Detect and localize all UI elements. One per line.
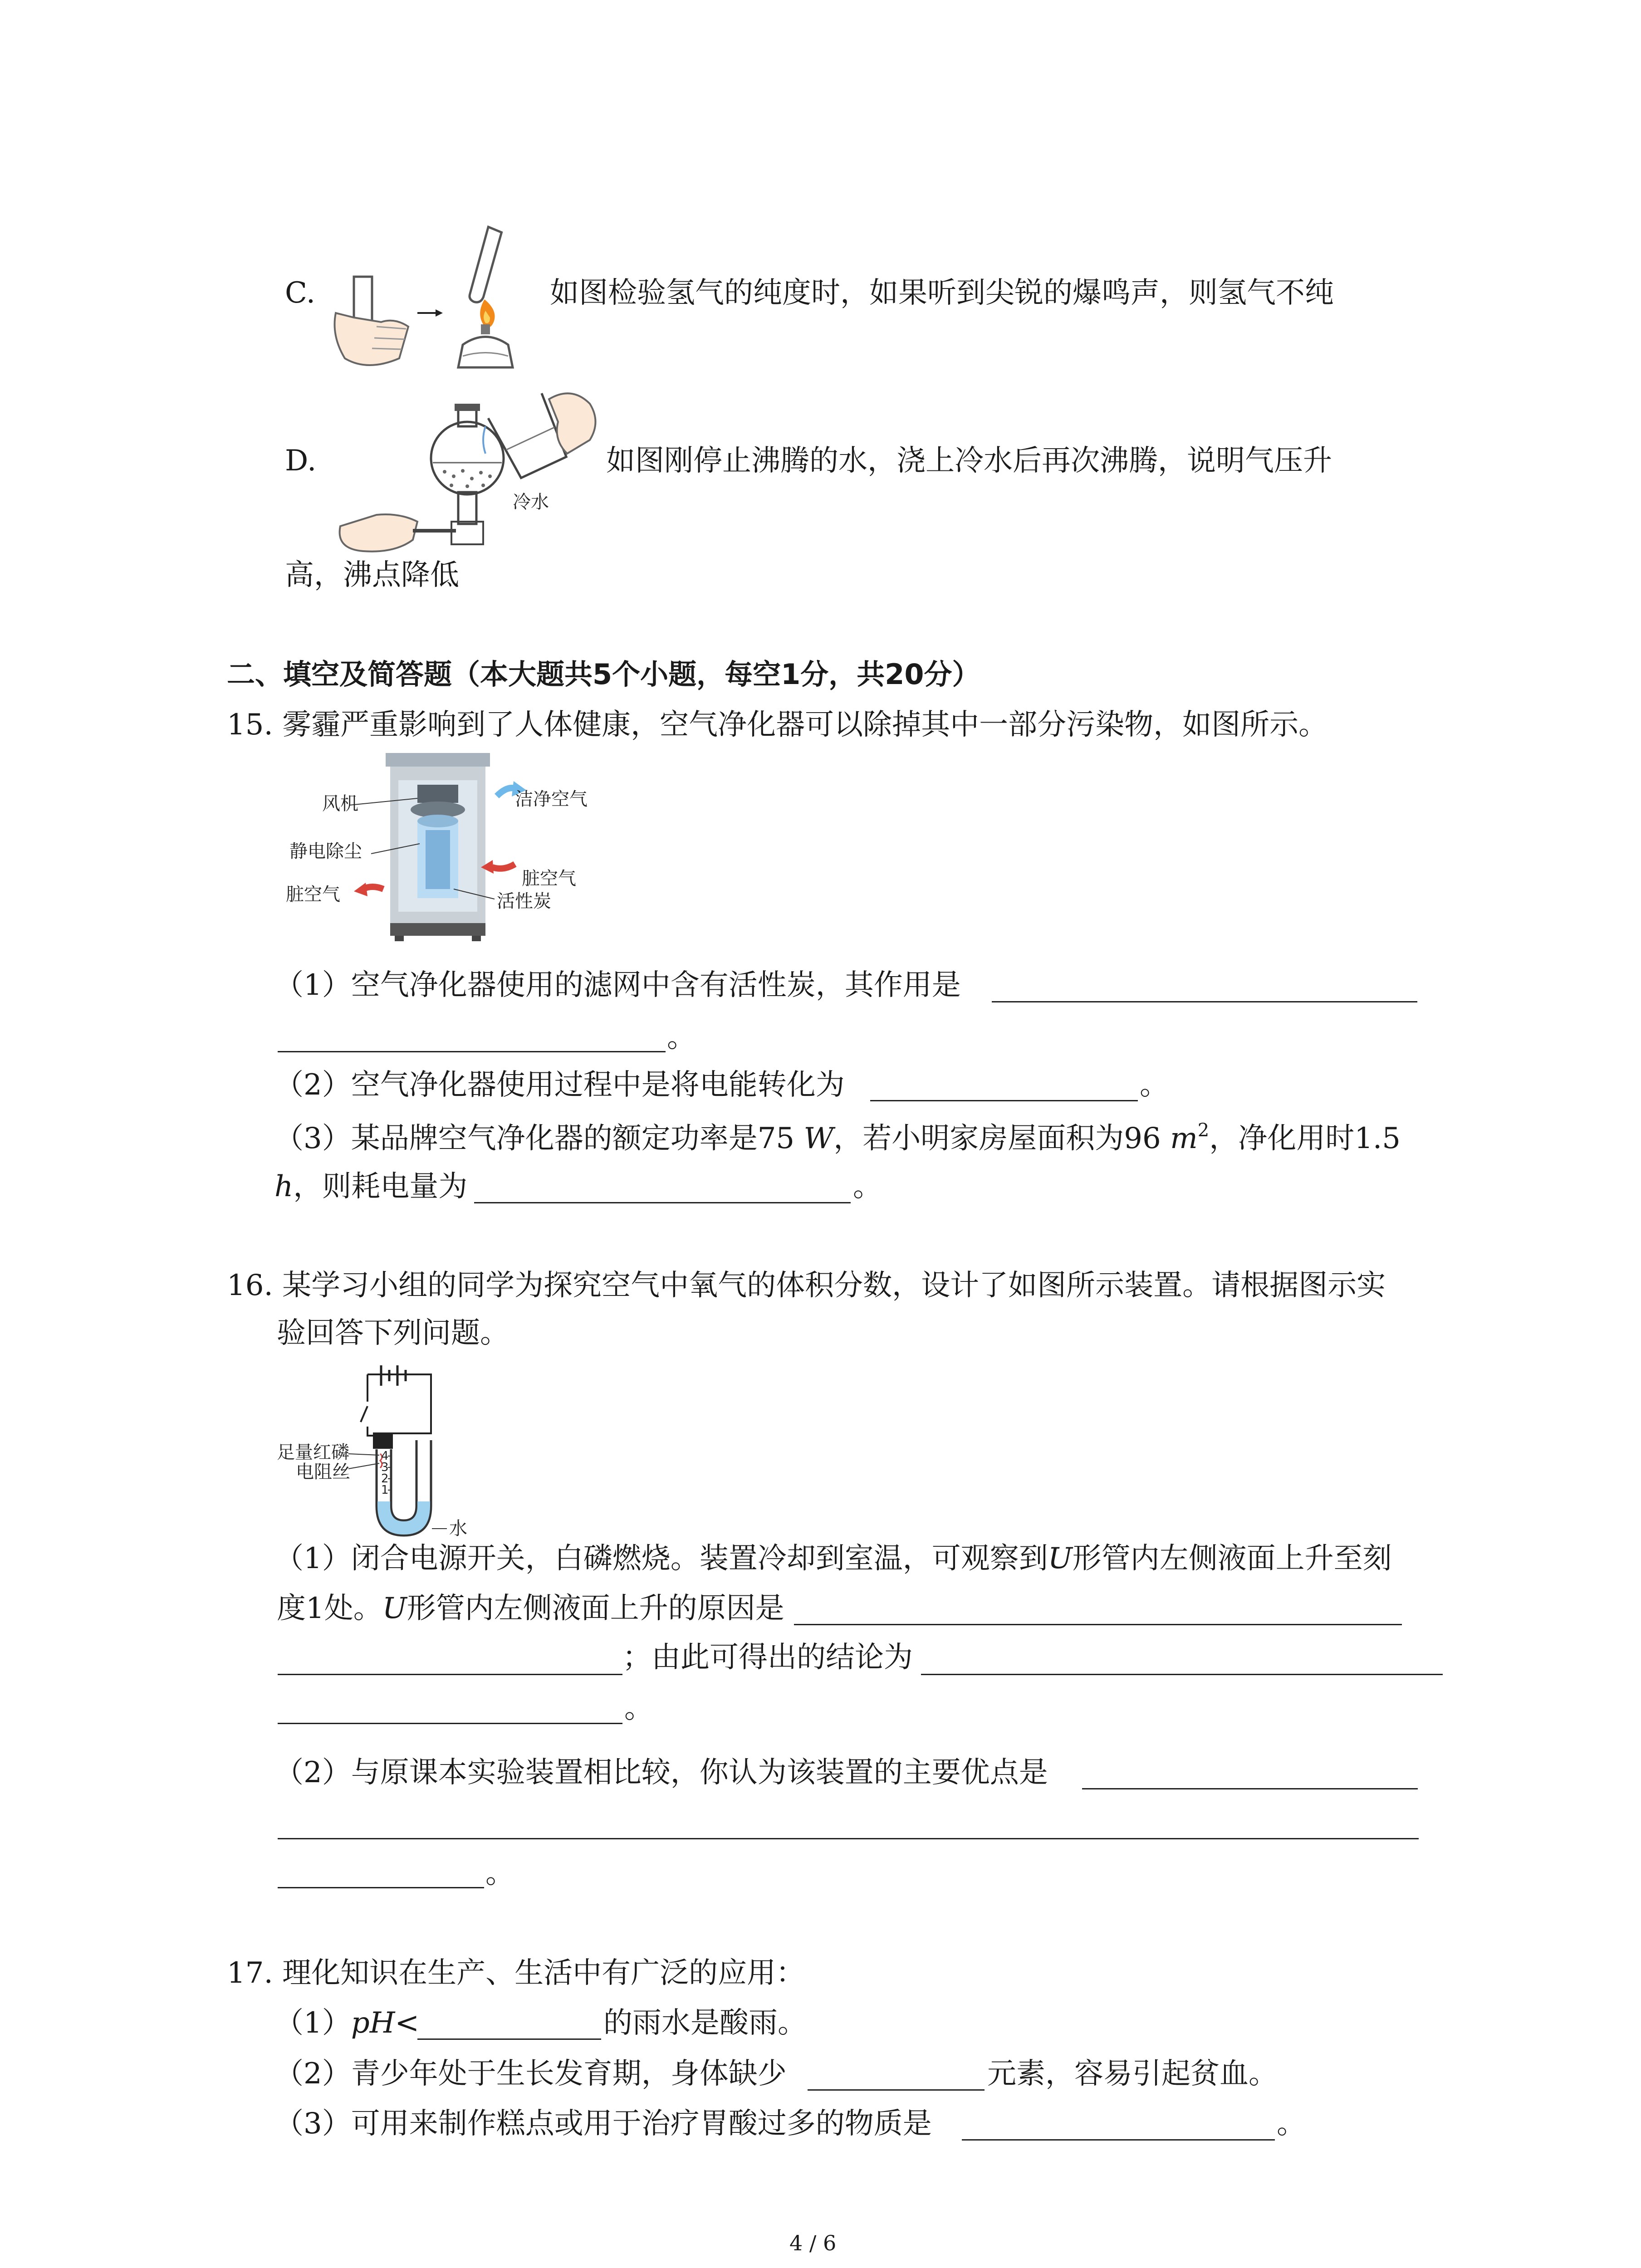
dirty-air-left-label: 脏空气 [286,884,340,905]
q17-part2-blank[interactable] [808,2089,985,2091]
q15-p3-b: ，若小明家房屋面积为96 [833,1122,1161,1155]
q15-p3-unit-h: h [274,1170,294,1203]
q15-part2: （2）空气净化器使用过程中是将电能转化为 [274,1068,845,1102]
q16-stem-line1: 16. 某学习小组的同学为探究空气中氧气的体积分数，设计了如图所示装置。请根据图示实 [227,1269,1386,1302]
q16-stem-line2: 验回答下列问题。 [277,1316,509,1350]
q15-part3-blank[interactable] [474,1202,851,1203]
q15-part1: （1）空气净化器使用的滤网中含有活性炭，其作用是 [274,968,961,1002]
q16-part1-line2 [277,1594,784,1623]
q15-p3-d: ，则耗电量为 [293,1170,468,1203]
q15-p3-c: ，净化用时1.5 [1209,1122,1401,1155]
q16-p1-l1-a: （1）闭合电源开关，白磷燃烧。装置冷却到室温，可观察到 [274,1542,1048,1575]
q15-p3-unit-m: m [1170,1122,1198,1155]
q17-p1-lt: < [395,2006,420,2040]
q15-part3-line2 [274,1172,467,1201]
q16-part1-blank-d[interactable] [278,1723,622,1724]
q15-part1-blank-a[interactable] [992,1001,1417,1002]
q15-part3-end: 。 [853,1170,882,1203]
q16-p1-l2-u: U [382,1592,407,1625]
q17-part3-blank[interactable] [962,2139,1275,2141]
option-d-text-cont: 高，沸点降低 [285,558,459,592]
q17-p1-a: （1） [274,2006,351,2040]
q15-part2-end: 。 [1140,1068,1169,1102]
scale-4: 4 [381,1449,389,1463]
q16-part1-line3: ；由此可得出的结论为 [622,1641,913,1674]
q16-part2: （2）与原课本实验装置相比较，你认为该装置的主要优点是 [274,1756,1048,1789]
q17-part3-end: 。 [1277,2107,1306,2141]
scale-2: 2 [381,1472,389,1486]
q17-part1-blank[interactable] [417,2038,601,2040]
option-c-text: 如图检验氢气的纯度时，如果听到尖锐的爆鸣声，则氢气不纯 [550,276,1334,310]
q17-p1-ph: pH [351,2006,395,2040]
electrostatic-label: 静电除尘 [289,841,362,862]
q16-part1-blank-b[interactable] [278,1674,622,1675]
red-phosphorus-label: 足量红磷 [277,1442,349,1463]
q16-part1-blank-c[interactable] [921,1674,1443,1675]
fan-label: 风机 [322,793,358,814]
q16-part2-blank-b[interactable] [278,1838,1419,1839]
q15-p3-a: （3）某品牌空气净化器的额定功率是75 [274,1122,795,1155]
water-label: 水 [449,1518,467,1539]
q17-part3: （3）可用来制作糕点或用于治疗胃酸过多的物质是 [274,2107,932,2141]
section-heading: 二、填空及简答题（本大题共5个小题，每空1分，共20分） [227,658,980,691]
q16-part1-line1 [274,1544,1392,1573]
q17-part1-tail: 的雨水是酸雨。 [603,2006,807,2040]
boiling-water-figure [336,386,603,553]
q16-p1-l2-a: 度1处。 [277,1592,382,1625]
q16-part2-blank-a[interactable] [1082,1788,1418,1789]
u-tube-apparatus-figure [272,1356,499,1547]
page-number: 4 / 6 [789,2231,837,2255]
q16-part1-blank-a[interactable] [794,1624,1402,1625]
q15-part2-blank[interactable] [870,1100,1138,1101]
q15-part1-end: 。 [667,1021,696,1054]
q15-p3-sup: 2 [1197,1120,1210,1141]
scale-1: 1 [381,1483,389,1497]
q16-part2-end: 。 [485,1857,514,1890]
cold-water-label: 冷水 [513,492,549,513]
q16-part2-blank-c[interactable] [278,1887,484,1888]
dirty-air-right-label: 脏空气 [522,868,576,889]
q15-p3-unit-w: W [803,1122,834,1155]
carbon-label: 活性炭 [497,891,551,912]
q17-part2: （2）青少年处于生长发育期，身体缺少 [274,2057,787,2091]
q16-p1-l2-b: 形管内左侧液面上升的原因是 [407,1592,784,1625]
q16-part1-end: 。 [624,1691,653,1725]
q15-stem: 15. 雾霾严重影响到了人体健康，空气净化器可以除掉其中一部分污染物，如图所示。 [227,708,1328,742]
hydrogen-purity-test-figure [327,222,544,372]
q16-p1-l1-b: 形管内左侧液面上升至刻 [1072,1542,1392,1575]
option-c-label: C. [285,276,316,310]
q17-stem: 17. 理化知识在生产、生活中有广泛的应用： [227,1956,805,1990]
air-purifier-figure [281,753,617,943]
option-d-text: 如图刚停止沸腾的水，浇上冷水后再次沸腾，说明气压升 [606,444,1332,478]
option-d-label: D. [285,444,317,478]
clean-air-label: 洁净空气 [515,789,588,810]
q16-p1-l1-u: U [1048,1542,1073,1575]
q15-part3-line1 [274,1120,1401,1155]
q17-part1 [274,2006,420,2040]
q17-part2-tail: 元素，容易引起贫血。 [987,2057,1278,2091]
scale-3: 3 [381,1461,389,1474]
resistance-wire-label: 电阻丝 [296,1461,350,1482]
q15-part1-blank-b[interactable] [278,1051,666,1052]
